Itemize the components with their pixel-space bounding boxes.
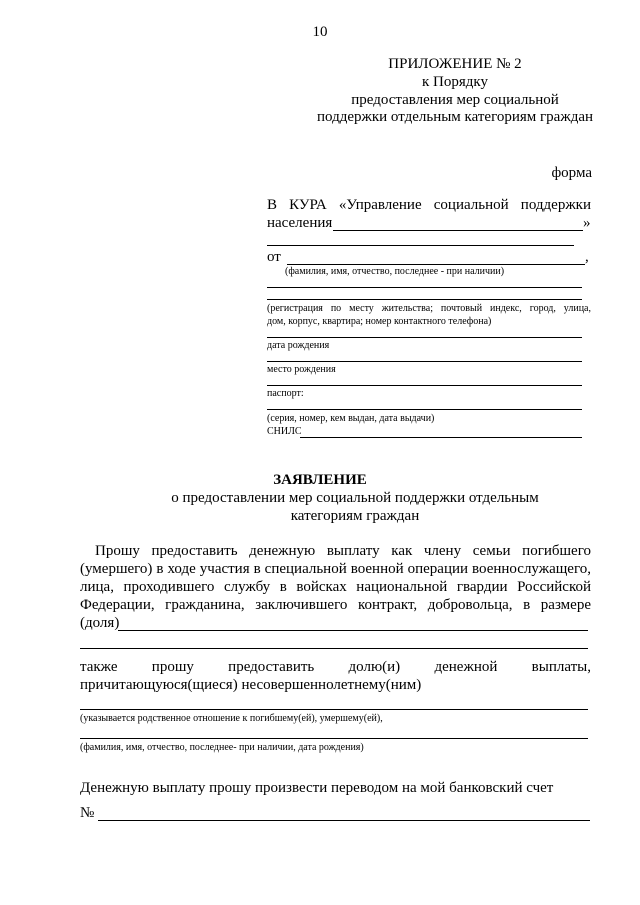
hint-registration-2: дом, корпус, квартира; номер контактного телефона) xyxy=(267,316,492,327)
bank-account-field[interactable] xyxy=(98,820,590,821)
share-amount-field[interactable] xyxy=(118,630,588,631)
addressee-line-1: В КУРА «Управление социальной поддержки xyxy=(267,197,591,213)
appendix-line-1: к Порядку xyxy=(422,74,488,90)
page-number: 10 xyxy=(312,24,328,40)
minor-name-field[interactable] xyxy=(80,738,588,739)
birth-place-field[interactable] xyxy=(267,385,582,386)
from-label: от xyxy=(267,249,281,265)
appendix-line-2: предоставления мер социальной xyxy=(351,92,559,108)
passport-field[interactable] xyxy=(267,409,582,410)
statement-title: ЗАЯВЛЕНИЕ xyxy=(273,472,367,488)
snils-label: СНИЛС xyxy=(267,426,302,437)
statement-subtitle-2: категориям граждан xyxy=(290,508,420,524)
bank-transfer-text: Денежную выплату прошу произвести переводом на мой банковский счет xyxy=(80,780,554,796)
statement-subtitle-1: о предоставлении мер социальной поддержки отдельным xyxy=(171,490,539,506)
appendix-line-3: поддержки отдельным категориям граждан xyxy=(316,109,594,125)
form-label: форма xyxy=(551,165,592,181)
relation-field[interactable] xyxy=(80,709,588,710)
paragraph-1-line-2: (умершего) в ходе участия в специальной военной операции военнослужащего, xyxy=(80,561,591,577)
paragraph-1-line-1: Прошу предоставить денежную выплату как члену семьи погибшего xyxy=(95,543,591,559)
addressee-line-2-prefix: населения xyxy=(267,215,333,231)
birth-date-field[interactable] xyxy=(267,361,582,362)
snils-field[interactable] xyxy=(300,437,582,438)
passport-label: паспорт: xyxy=(267,388,304,399)
hint-passport: (серия, номер, кем выдан, дата выдачи) xyxy=(267,413,435,424)
bank-account-number-label: № xyxy=(80,805,95,821)
organization-name-field[interactable] xyxy=(333,230,583,231)
appendix-title: ПРИЛОЖЕНИЕ № 2 xyxy=(388,56,522,72)
paragraph-1-line-4: Федерации, гражданина, заключившего контракт, добровольца, в размере xyxy=(80,597,591,613)
birth-date-label: дата рождения xyxy=(267,340,330,351)
applicant-name-field[interactable] xyxy=(287,264,585,265)
from-suffix: , xyxy=(585,249,589,265)
registration-field[interactable] xyxy=(267,299,582,300)
hint-relation: (указывается родственное отношение к погибшему(ей), умершему(ей), xyxy=(80,713,383,724)
paragraph-1-line-3: лица, проходившего службу в войсках национальной гвардии Российской xyxy=(80,579,591,595)
hint-fio: (фамилия, имя, отчество, последнее - при наличии) xyxy=(285,266,505,277)
paragraph-1-line-5: (доля) xyxy=(80,615,120,631)
hint-registration-1: (регистрация по месту жительства; почтовый индекс, город, улица, xyxy=(267,303,591,314)
applicant-name-field-2[interactable] xyxy=(267,287,582,288)
hint-fio-birth: (фамилия, имя, отчество, последнее- при наличии, дата рождения) xyxy=(80,742,364,753)
share-amount-field-2[interactable] xyxy=(80,648,588,649)
birth-place-label: место рождения xyxy=(267,364,336,375)
addressee-line-2-suffix: » xyxy=(583,215,591,231)
paragraph-2-line-2: причитающуюся(щиеся) несовершеннолетнему(ним) xyxy=(80,677,422,693)
paragraph-2-line-1: также прошу предоставить долю(и) денежной выплаты, xyxy=(80,659,591,675)
organization-name-field-2[interactable] xyxy=(267,245,574,246)
registration-field-2[interactable] xyxy=(267,337,582,338)
